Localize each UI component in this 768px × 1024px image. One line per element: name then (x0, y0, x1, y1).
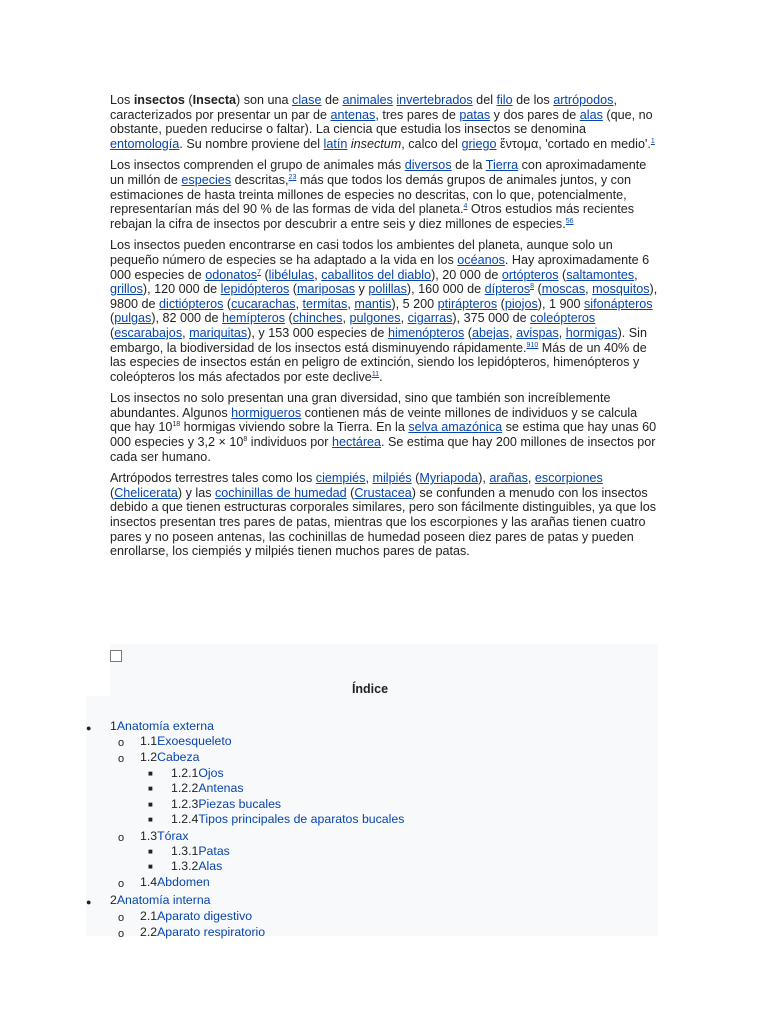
toc-bullet: o (118, 737, 125, 749)
toc-entry-link[interactable]: Tipos principales de aparatos bucales (198, 812, 405, 826)
toc-entry-link[interactable]: Antenas (198, 781, 244, 795)
reference-7[interactable]: 7 (257, 268, 261, 276)
link-pulgones[interactable]: pulgones (349, 311, 401, 326)
toc-entry-link[interactable]: Tórax (157, 829, 189, 843)
toc-entry-link[interactable]: Aparato digestivo (157, 909, 253, 923)
table-of-contents (86, 644, 658, 940)
toc-title: Índice (351, 682, 389, 696)
link-cochinillas[interactable]: cochinillas de humedad (215, 485, 347, 500)
toc-entry-number: 2.2 (140, 925, 158, 939)
toc-entry-number: 2.1 (140, 909, 158, 923)
reference-8[interactable]: 8 (530, 283, 535, 291)
term-insecta: Insecta (192, 93, 237, 107)
link-griego[interactable]: griego (461, 136, 497, 151)
reference-3[interactable]: 3 (292, 173, 297, 181)
reference-1[interactable]: 1 (650, 137, 655, 145)
link-mariposas[interactable]: mariposas (296, 282, 356, 297)
paragraph-intro: Los insectos (Insecta) son una clase de animales invertebrados del filo de los artrópodos, caracterizados por presentar un par de antenas, tres pares de patas y dos pares de alas (que, no obstante, pueden reducirse o faltar). La ciencia que estudia los insectos se denomina entomología. Su nombre proviene del latín insectum, calco del griego ἔντομα, 'cortado en medio'.$^1$ (110, 93, 655, 151)
link-selva-amazonica[interactable]: selva amazónica (408, 420, 503, 435)
link-sifonapteros[interactable]: sifonápteros (584, 296, 653, 311)
link-chinches[interactable]: chinches (292, 311, 343, 326)
term-insectum: insectum (350, 136, 402, 151)
toc-entry-link[interactable]: Aparato respiratorio (157, 925, 266, 939)
toc-entry-link[interactable]: Ojos (198, 766, 224, 780)
toc-bullet: o (118, 753, 125, 765)
toc-entry[interactable] (140, 875, 210, 890)
toc-entry[interactable] (140, 829, 189, 844)
link-mantis[interactable]: mantis (354, 296, 392, 311)
link-artropodos[interactable]: artrópodos (553, 93, 614, 107)
toc-bullet: ■ (148, 784, 153, 793)
toc-entry[interactable] (140, 750, 200, 765)
link-lepidopteros[interactable]: lepidópteros (220, 282, 290, 297)
toc-bullet: o (118, 912, 125, 924)
link-antenas[interactable]: antenas (330, 107, 376, 122)
toc-entry[interactable] (171, 797, 281, 812)
paragraph-diversity: Los insectos comprenden el grupo de animales más diversos de la Tierra con aproximadamente un millón de especies descritas,$^{23}$ más que todos los demás grupos de animales juntos, y con estimaciones de hasta treinta millones de especies no descritas, con lo que, potencialmente, representarían más del 90 % de las formas de vida del planeta.$^4$ Otros estudios más recientes rebajan la cifra de insectos por descubrir a entre seis y diez millones de especies.$^{56}$ (110, 158, 647, 231)
link-ptirapteros[interactable]: ptirápteros (437, 296, 498, 311)
toc-entry-link[interactable]: Patas (198, 844, 230, 858)
link-clase[interactable]: clase (292, 93, 322, 107)
link-grillos[interactable]: grillos (110, 282, 143, 297)
link-pulgas[interactable]: pulgas (114, 311, 152, 326)
link-mariquitas[interactable]: mariquitas (189, 325, 248, 340)
paragraph-habitats: Los insectos pueden encontrarse en casi todos los ambientes del planeta, aunque solo un pequeño número de especies se ha adaptado a la vida en los océanos. Hay aproximadamente 6 000 especies de odonatos$^7$ (libélulas, caballitos del diablo), 20 000 de ortópteros (saltamontes, grillos), 120 000 de lepidópteros (mariposas y polillas), 160 000 de dípteros$^8$ (moscas, mosquitos), 9800 de dictiópteros (cucarachas, termitas, mantis), 5 200 ptirápteros (piojos), 1 900 sifonápteros (pulgas), 82 000 de hemípteros (chinches, pulgones, cigarras), 375 000 de coleópteros (escarabajos, mariquitas), y 153 000 especies de himenópteros (abejas, avispas, hormigas). Sin embargo, la biodiversidad de los insectos está disminuyendo rápidamente.$^{910}$ Más de un 40% de las especies de insectos están en peligro de extinción, siendo los lepidópteros, himenópteros y coleópteros los más afectados por este declive$^{11}$. (110, 238, 658, 384)
link-coleopteros[interactable]: coleópteros (530, 311, 596, 326)
link-moscas[interactable]: moscas (541, 282, 586, 297)
toc-toggle-checkbox[interactable] (110, 650, 122, 662)
toc-entry-number: 1.2.1 (171, 766, 199, 780)
toc-entry[interactable] (110, 893, 211, 908)
link-milpies[interactable]: milpiés (372, 471, 412, 486)
toc-bullet: ● (86, 723, 92, 733)
toc-entry[interactable] (140, 925, 265, 940)
link-cigarras[interactable]: cigarras (407, 311, 453, 326)
link-oceanos[interactable]: océanos (457, 252, 505, 267)
toc-entry-number: 1.3.1 (171, 844, 199, 858)
link-ciempies[interactable]: ciempiés (315, 471, 366, 486)
link-chelicerata[interactable]: Chelicerata (114, 485, 178, 500)
exponent-18: 18 (172, 421, 181, 429)
toc-entry-number: 1.3 (140, 829, 158, 843)
toc-entry[interactable] (171, 812, 404, 827)
toc-entry-number: 1.2.4 (171, 812, 199, 826)
toc-entry-link[interactable]: Abdomen (157, 875, 210, 889)
toc-entry[interactable] (171, 844, 230, 859)
term-insectos: insectos (133, 93, 185, 107)
link-hormigas[interactable]: hormigas (565, 325, 618, 340)
toc-bullet: ■ (148, 769, 153, 778)
toc-entry[interactable] (171, 766, 224, 781)
link-escarabajos[interactable]: escarabajos (114, 325, 183, 340)
link-avispas[interactable]: avispas (516, 325, 559, 340)
link-himenopteros[interactable]: himenópteros (387, 325, 465, 340)
link-abejas[interactable]: abejas (471, 325, 510, 340)
link-odonatos[interactable]: odonatos (205, 267, 258, 282)
toc-entry[interactable] (171, 859, 222, 874)
toc-bullet: ■ (148, 847, 153, 856)
toc-bullet: o (118, 878, 125, 890)
link-entomologia[interactable]: entomología (110, 136, 180, 151)
toc-entry[interactable] (140, 734, 232, 749)
toc-entry-number: 1.2.2 (171, 781, 199, 795)
toc-entry-number: 1.2 (140, 750, 158, 764)
link-dictiopteros[interactable]: dictiópteros (159, 296, 224, 311)
link-diversos[interactable]: diversos (404, 158, 452, 173)
link-libelulas[interactable]: libélulas (268, 267, 315, 282)
toc-entry[interactable] (140, 909, 252, 924)
link-termitas[interactable]: termitas (302, 296, 348, 311)
article-body (110, 93, 658, 566)
toc-bullet: o (118, 832, 125, 844)
reference-5[interactable]: 5 (565, 217, 570, 225)
reference-10[interactable]: 10 (530, 341, 539, 349)
toc-entry[interactable] (171, 781, 243, 796)
link-especies[interactable]: especies (181, 172, 232, 187)
reference-2[interactable]: 2 (288, 173, 293, 181)
toc-bullet: o (118, 928, 125, 940)
toc-entry-link[interactable]: Piezas bucales (198, 797, 282, 811)
link-aranas[interactable]: arañas (489, 471, 528, 486)
link-alas[interactable]: alas (579, 107, 603, 122)
toc-entry-link[interactable]: Anatomía interna (116, 893, 211, 907)
toc-entry-number: 1.2.3 (171, 797, 199, 811)
toc-entry-number: 2 (110, 893, 117, 907)
link-dipteros[interactable]: dípteros (484, 282, 531, 297)
link-polillas[interactable]: polillas (368, 282, 407, 297)
toc-entry-link[interactable]: Anatomía externa (116, 719, 214, 733)
reference-6[interactable]: 6 (569, 217, 574, 225)
toc-entry-link[interactable]: Exoesqueleto (157, 734, 232, 748)
toc-entry-number: 1.1 (140, 734, 158, 748)
toc-entry-number: 1 (110, 719, 117, 733)
toc-entry-number: 1.3.2 (171, 859, 199, 873)
toc-bullet: ■ (148, 800, 153, 809)
link-hemipteros[interactable]: hemípteros (222, 311, 286, 326)
link-animales[interactable]: animales (342, 93, 393, 107)
link-hectarea[interactable]: hectárea (332, 435, 382, 450)
paragraph-arthropods: Artrópodos terrestres tales como los ciempiés, milpiés (Myriapoda), arañas, escorpiones (Chelicerata) y las cochinillas de humedad (Crustacea) se confunden a menudo con los insectos debido a que tienen estructuras corporales similares, pero son fácilmente distinguibles, ya que los insectos presentan tres pares de patas, mientras que los escorpiones y las arañas tienen cuatro pares y no poseen antenas, las cochinillas de humedad poseen diez pares de patas y pueden enrollarse, los ciempiés y milpiés tienen muchos pares de patas. (110, 471, 657, 559)
link-caballitos[interactable]: caballitos del diablo (321, 267, 432, 282)
link-cucarachas[interactable]: cucarachas (231, 296, 296, 311)
reference-4[interactable]: 4 (463, 203, 468, 211)
exponent-8: 8 (243, 436, 248, 444)
link-escorpiones[interactable]: escorpiones (534, 471, 603, 486)
link-crustacea[interactable]: Crustacea (354, 485, 412, 500)
link-hormigueros[interactable]: hormigueros (231, 405, 302, 420)
link-tierra[interactable]: Tierra (485, 158, 519, 173)
link-filo[interactable]: filo (496, 93, 513, 107)
link-ortopteros[interactable]: ortópteros (501, 267, 559, 282)
toc-bullet: ● (86, 897, 92, 907)
toc-bullet: ■ (148, 815, 153, 824)
link-latin[interactable]: latín (323, 136, 348, 151)
toc-entry-number: 1.4 (140, 875, 158, 889)
link-piojos[interactable]: piojos (504, 296, 538, 311)
toc-entry[interactable] (110, 719, 214, 734)
link-invertebrados[interactable]: invertebrados (396, 93, 473, 107)
link-mosquitos[interactable]: mosquitos (592, 282, 650, 297)
toc-entry-link[interactable]: Cabeza (157, 750, 200, 764)
toc-entry-link[interactable]: Alas (198, 859, 223, 873)
link-saltamontes[interactable]: saltamontes (566, 267, 635, 282)
toc-bullet: ■ (148, 862, 153, 871)
paragraph-abundance: Los insectos no solo presentan una gran diversidad, sino que también son increíblemente abundantes. Algunos hormigueros contienen más de veinte millones de individuos y se calcula que hay $10^{18}$ hormigas viviendo sobre la Tierra. En la selva amazónica se estima que hay unas 60 000 especies y $3,2 \times 10^8$ individuos por hectárea. Se estima que hay 200 millones de insectos por cada ser humano. (110, 391, 657, 464)
link-patas[interactable]: patas (459, 107, 491, 122)
link-myriapoda[interactable]: Myriapoda (419, 471, 479, 486)
reference-9[interactable]: 9 (526, 341, 531, 349)
reference-11[interactable]: 11 (371, 370, 380, 378)
